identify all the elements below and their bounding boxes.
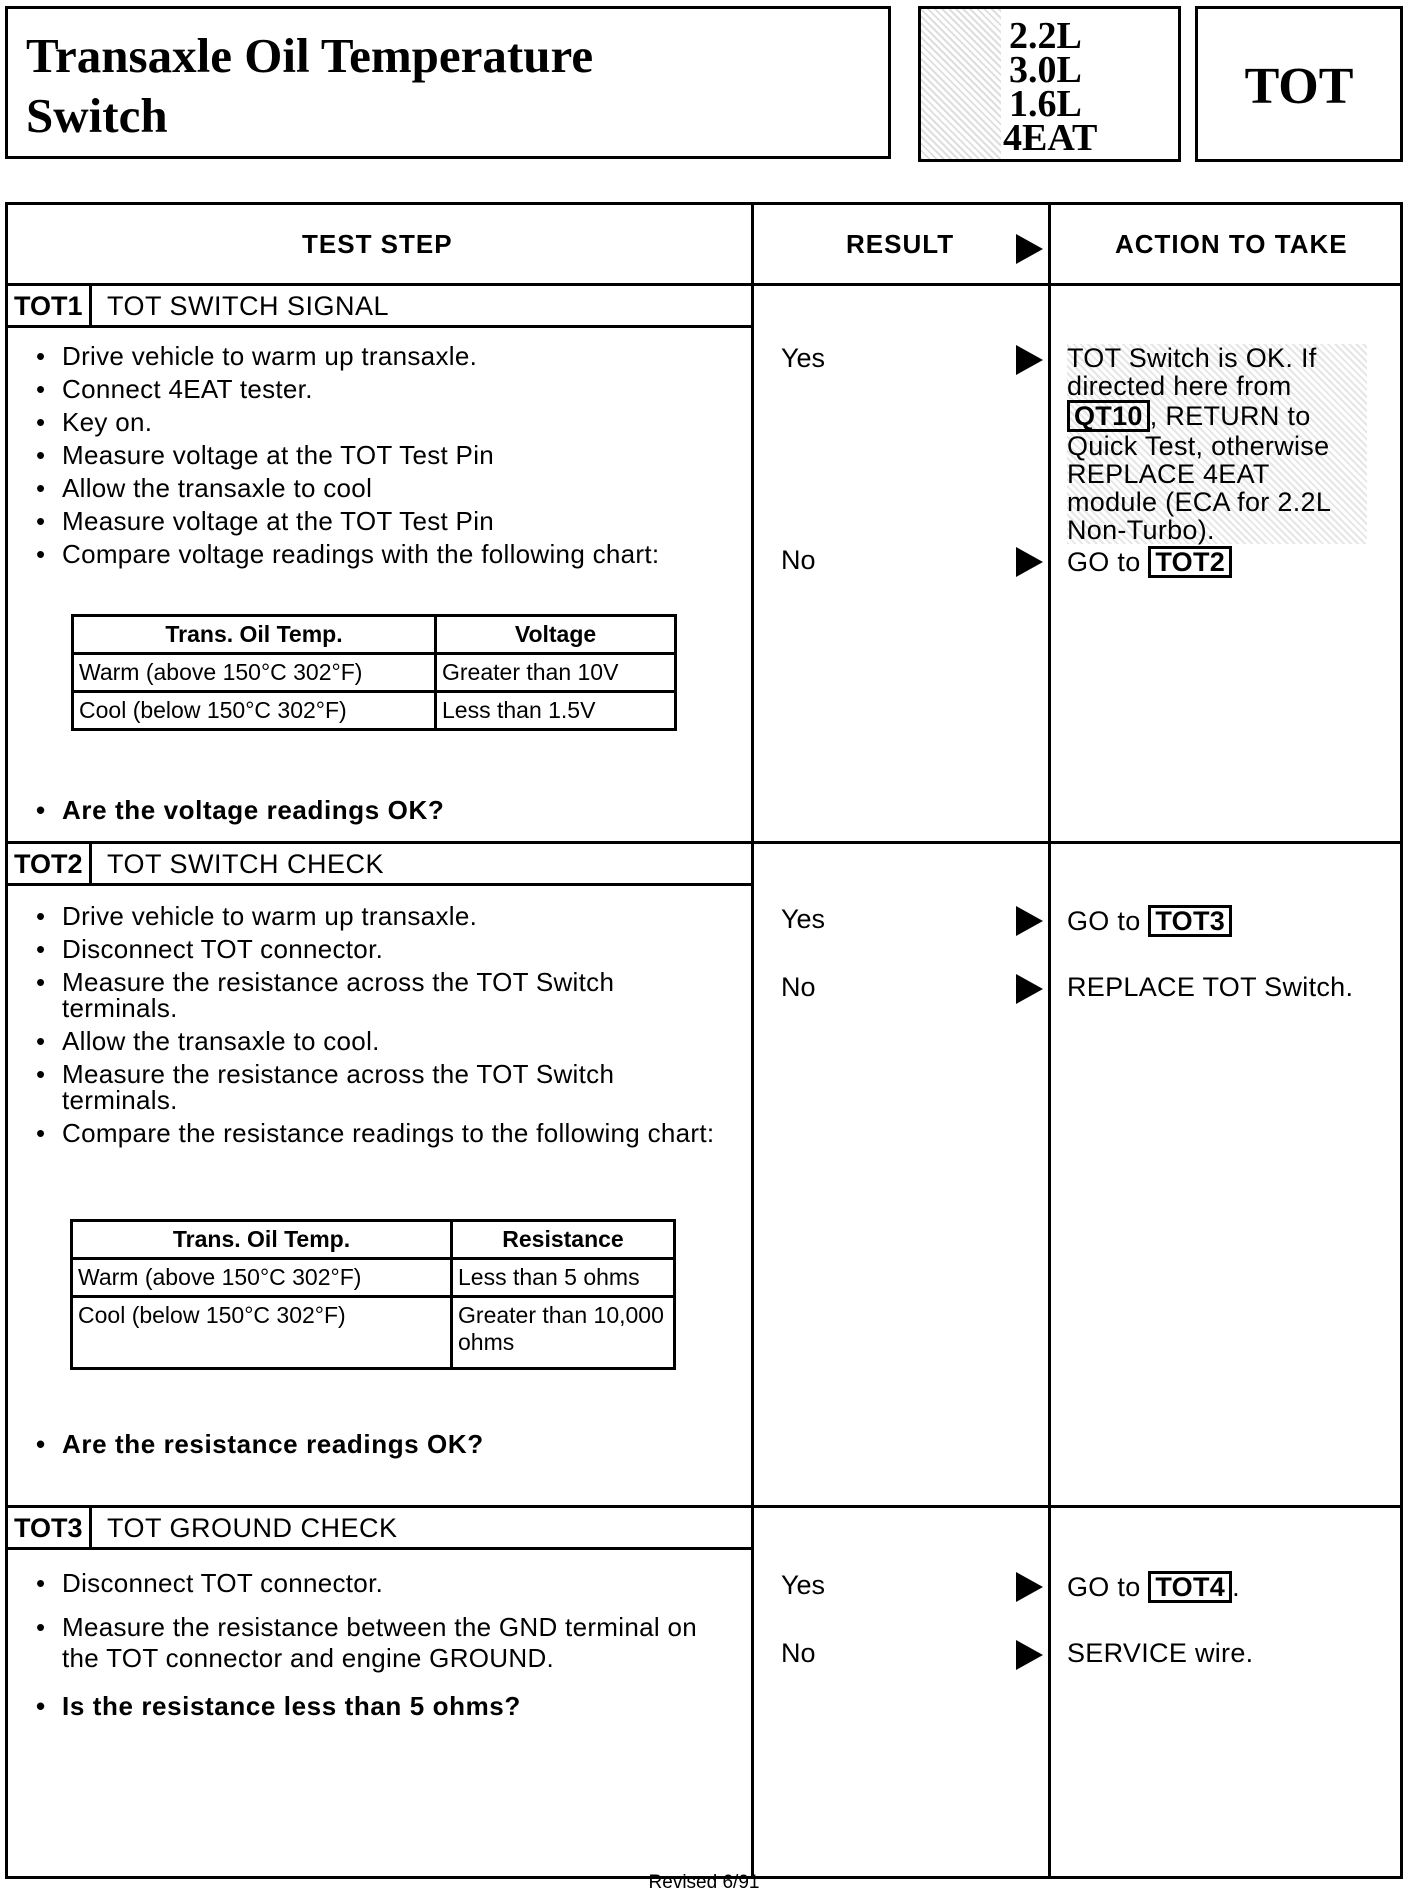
step-title-tot1: TOT SWITCH SIGNAL	[107, 291, 390, 321]
ref-tot3[interactable]: TOT3	[1148, 905, 1232, 937]
table-cell: Warm (above 150°C 302°F)	[73, 654, 436, 692]
tot2-instructions	[32, 903, 722, 1146]
step-divider	[8, 1505, 1400, 1508]
action-text: GO to	[1067, 1572, 1141, 1602]
list-item: • Connect 4EAT tester.	[32, 376, 732, 402]
list-item: • Compare voltage readings with the following chart:	[32, 541, 732, 567]
tot1-action-yes	[1067, 344, 1367, 544]
step-code-tot2: TOT2	[14, 849, 83, 879]
step-title-tot2: TOT SWITCH CHECK	[107, 849, 385, 879]
step-title-divider	[8, 325, 751, 328]
page-title-line1: Transaxle Oil Temperature	[26, 28, 594, 83]
step-code-divider	[89, 844, 92, 883]
table-row	[73, 654, 676, 692]
arrow-icon	[1016, 906, 1043, 936]
action-text: SERVICE wire.	[1067, 1638, 1254, 1668]
tot3-action-yes	[1067, 1571, 1240, 1603]
engine-applicability-box	[918, 6, 1181, 162]
table-header: Resistance	[452, 1221, 675, 1259]
action-text: GO to	[1067, 547, 1141, 577]
table-cell: Cool (below 150°C 302°F)	[72, 1297, 452, 1369]
step-code-divider	[89, 286, 92, 325]
list-item: • Measure voltage at the TOT Test Pin	[32, 442, 732, 468]
revision-footer: Revised 6/91	[648, 1872, 760, 1893]
tot1-result-yes: Yes	[781, 343, 826, 373]
table-header: Trans. Oil Temp.	[72, 1221, 452, 1259]
ref-tot4[interactable]: TOT4	[1148, 1571, 1232, 1603]
tot2-resistance-chart	[70, 1219, 676, 1370]
step-code-tot3: TOT3	[14, 1513, 83, 1543]
section-code: TOT	[1244, 58, 1354, 115]
tot2-result-yes: Yes	[781, 904, 826, 934]
arrow-icon	[1016, 345, 1043, 375]
tot1-action-no	[1067, 546, 1232, 578]
list-item: • Allow the transaxle to cool.	[32, 1028, 722, 1054]
ref-qt10[interactable]: QT10	[1067, 400, 1150, 432]
divider-result-action	[1048, 205, 1051, 1876]
section-code-box	[1195, 6, 1403, 162]
tot3-instructions	[32, 1570, 732, 1674]
engine-1-6l: 1.6L	[1009, 83, 1082, 125]
list-item: • Measure voltage at the TOT Test Pin	[32, 508, 732, 534]
engine-3-0l: 3.0L	[1009, 49, 1082, 91]
tot2-result-no: No	[781, 972, 816, 1002]
shading-pattern	[921, 9, 1001, 159]
table-row	[73, 692, 676, 730]
list-item: • Drive vehicle to warm up transaxle.	[32, 343, 732, 369]
column-header-test-step: TEST STEP	[302, 229, 453, 259]
step-title-divider	[8, 1547, 751, 1550]
header-divider	[8, 283, 1400, 286]
list-item: • Drive vehicle to warm up transaxle.	[32, 903, 722, 929]
ref-tot2[interactable]: TOT2	[1148, 546, 1232, 578]
list-item: • Disconnect TOT connector.	[32, 1570, 732, 1596]
table-row	[72, 1259, 675, 1297]
action-text: , RETURN to Quick Test, otherwise REPLACE 4EAT module (ECA for 2.2L Non-Turbo).	[1067, 401, 1331, 545]
step-title-tot3: TOT GROUND CHECK	[107, 1513, 398, 1543]
action-text: REPLACE TOT Switch.	[1067, 972, 1354, 1002]
engine-2-2l: 2.2L	[1009, 15, 1082, 57]
engine-4eat: 4EAT	[1003, 117, 1098, 159]
tot3-question: • Is the resistance less than 5 ohms?	[32, 1691, 521, 1722]
divider-test-result	[751, 205, 754, 1876]
column-header-result: RESULT	[846, 229, 955, 259]
tot3-result-yes: Yes	[781, 1570, 826, 1600]
table-cell: Greater than 10,000 ohms	[452, 1297, 675, 1369]
table-cell: Less than 1.5V	[436, 692, 676, 730]
table-cell: Warm (above 150°C 302°F)	[72, 1259, 452, 1297]
table-header: Voltage	[436, 616, 676, 654]
list-item: • Compare the resistance readings to the following chart:	[32, 1120, 722, 1146]
table-header: Trans. Oil Temp.	[73, 616, 436, 654]
action-text: TOT Switch is OK. If directed here from	[1067, 343, 1317, 401]
list-item: • Disconnect TOT connector.	[32, 936, 722, 962]
tot1-instructions	[32, 343, 732, 567]
tot1-result-no: No	[781, 545, 816, 575]
tot2-action-no	[1067, 973, 1353, 1001]
list-item: • Allow the transaxle to cool	[32, 475, 732, 501]
tot2-action-yes	[1067, 905, 1232, 937]
arrow-icon	[1016, 547, 1043, 577]
table-row	[72, 1297, 675, 1369]
list-item: • Measure the resistance between the GND terminal on the TOT connector and engine GROUND.	[32, 1612, 732, 1674]
tot3-action-no	[1067, 1639, 1253, 1667]
table-cell: Less than 5 ohms	[452, 1259, 675, 1297]
title-box	[5, 6, 891, 159]
step-code-tot1: TOT1	[14, 291, 83, 321]
page-title-line2: Switch	[26, 88, 168, 143]
tot3-result-no: No	[781, 1638, 816, 1668]
action-text: .	[1232, 1572, 1240, 1602]
list-item: • Key on.	[32, 409, 732, 435]
step-divider	[8, 841, 1400, 844]
list-item: • Measure the resistance across the TOT Switch terminals.	[32, 969, 722, 1021]
table-cell: Greater than 10V	[436, 654, 676, 692]
step-code-divider	[89, 1508, 92, 1547]
tot1-question: • Are the voltage readings OK?	[32, 795, 444, 826]
column-header-action: ACTION TO TAKE	[1115, 229, 1348, 259]
arrow-icon	[1016, 974, 1043, 1004]
arrow-icon	[1016, 1640, 1043, 1670]
action-text: GO to	[1067, 906, 1141, 936]
table-cell: Cool (below 150°C 302°F)	[73, 692, 436, 730]
list-item: • Measure the resistance across the TOT Switch terminals.	[32, 1061, 722, 1113]
step-title-divider	[8, 883, 751, 886]
tot1-voltage-chart	[71, 614, 677, 731]
test-step-table	[5, 202, 1403, 1879]
arrow-icon	[1016, 1572, 1043, 1602]
arrow-icon	[1016, 234, 1043, 264]
tot2-question: • Are the resistance readings OK?	[32, 1429, 484, 1460]
